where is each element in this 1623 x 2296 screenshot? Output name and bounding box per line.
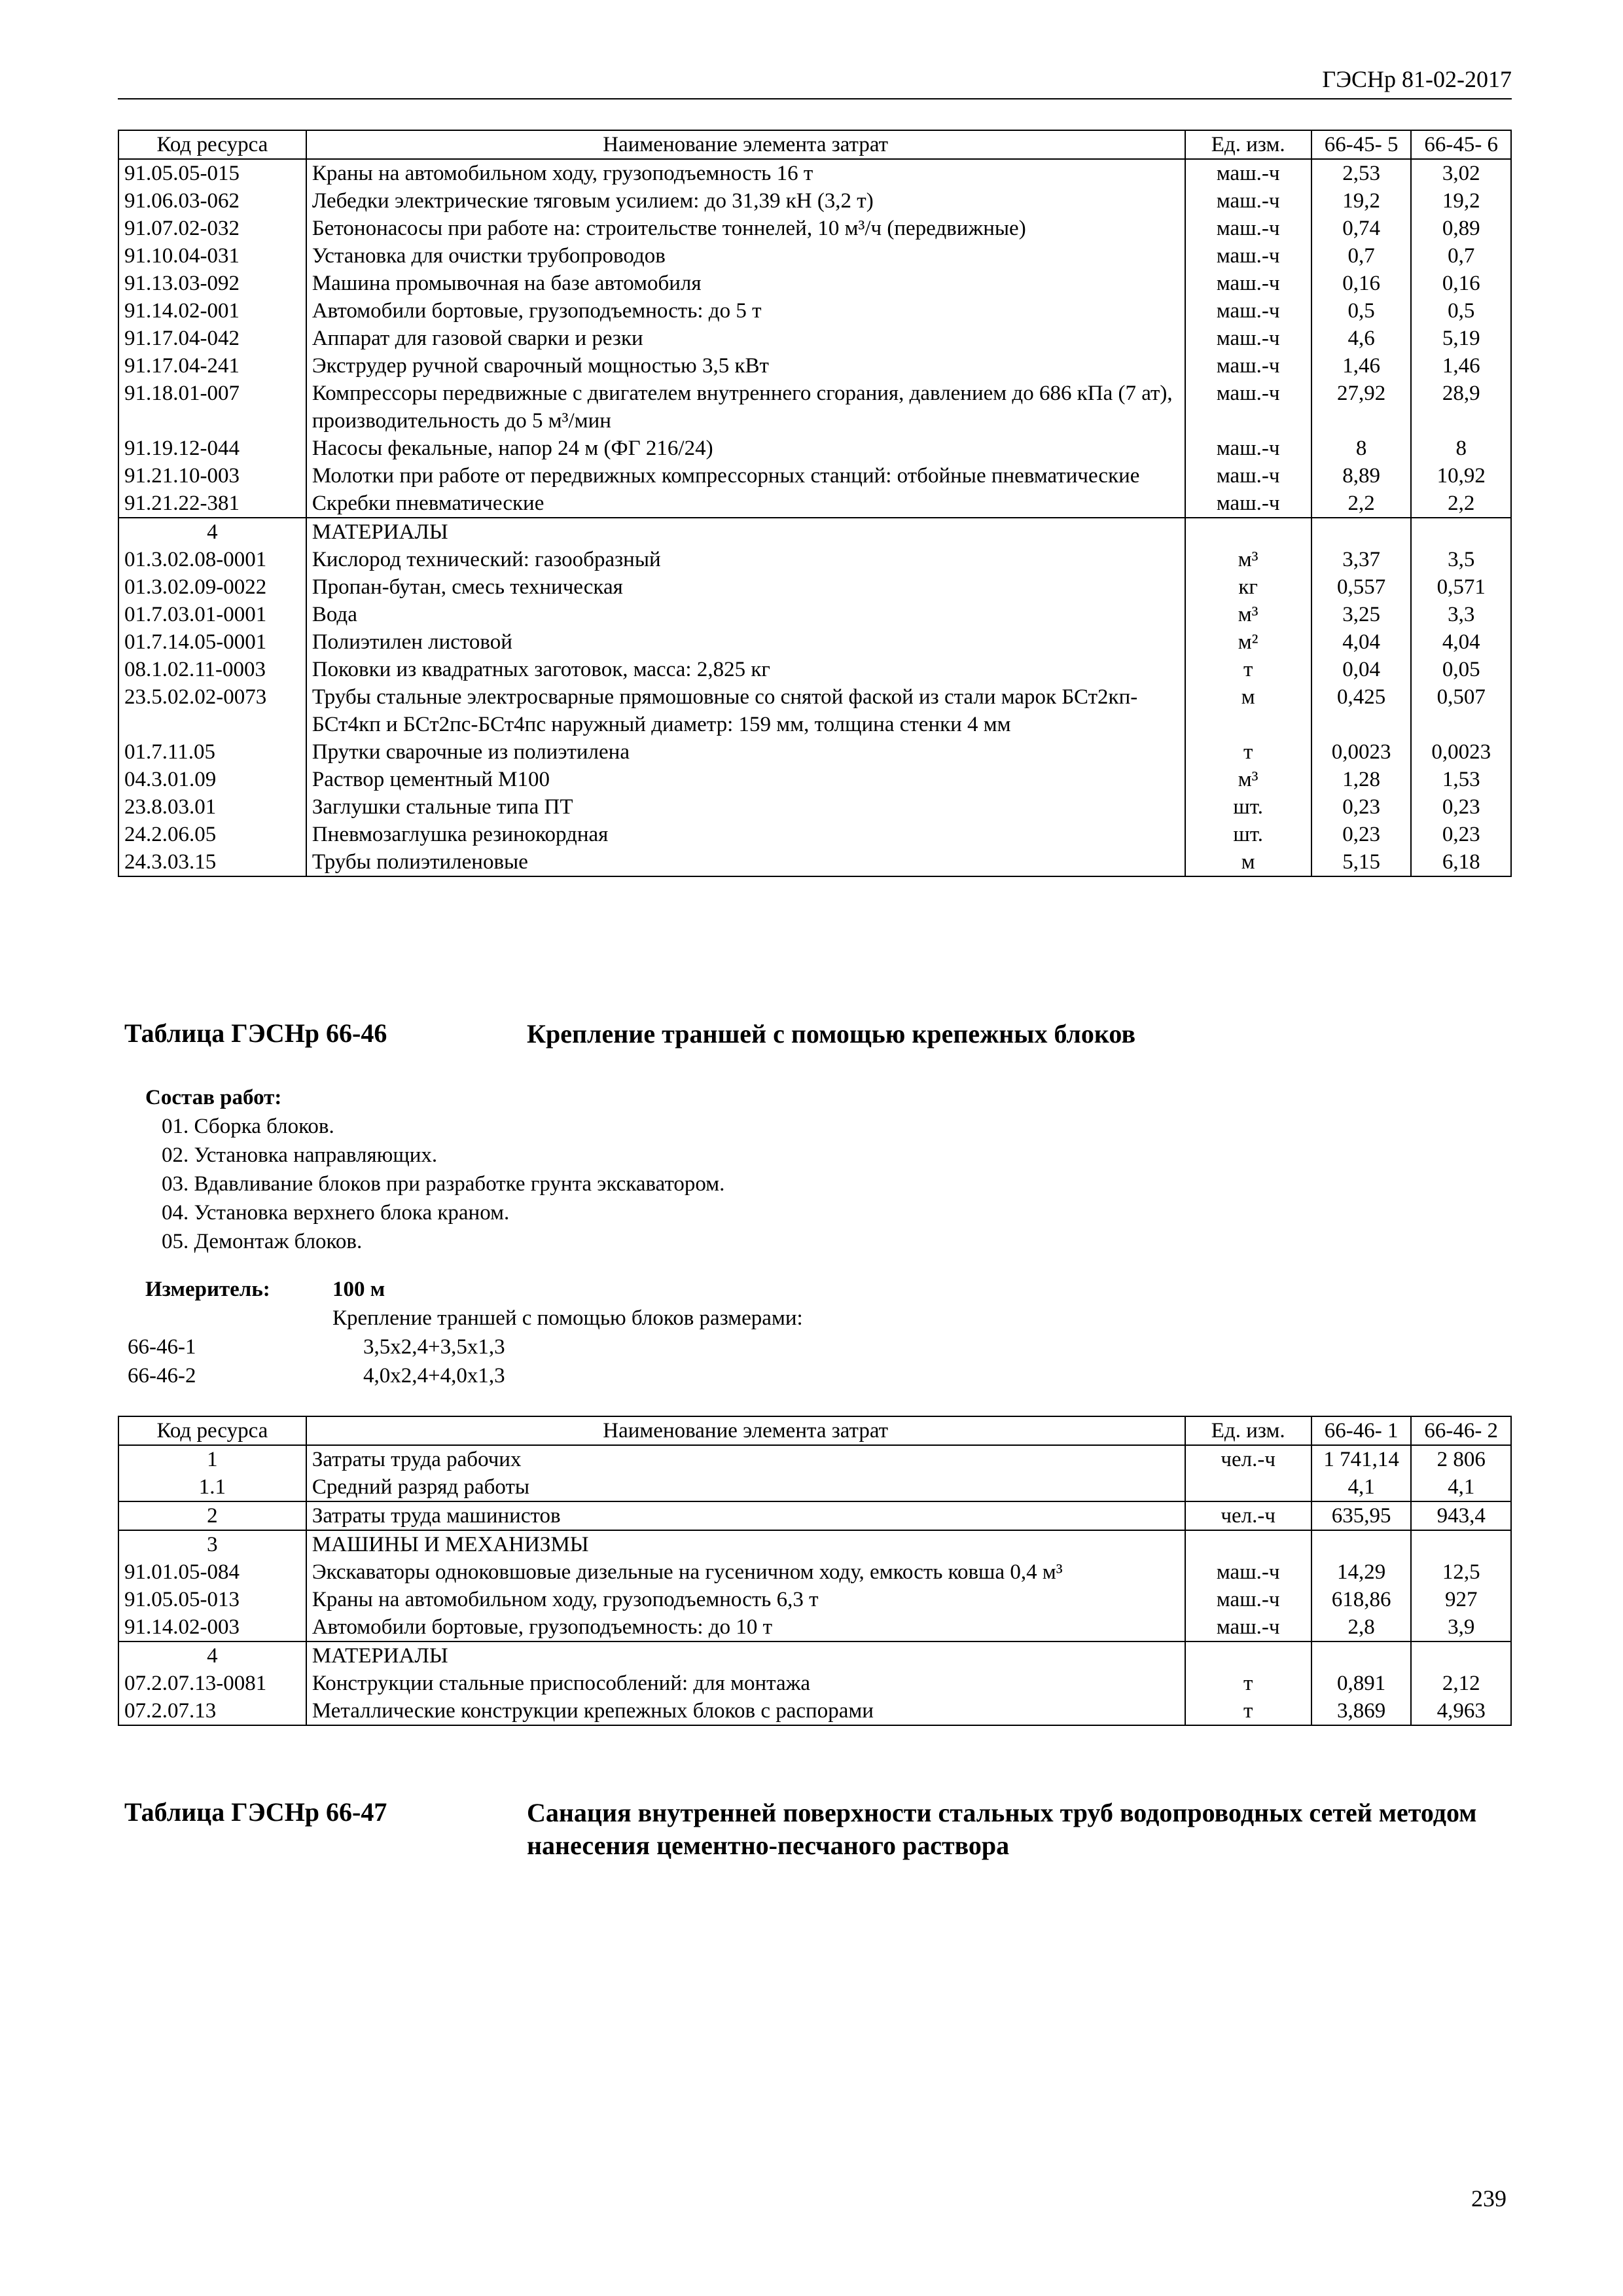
variant-code: 66-46-1 <box>128 1335 196 1359</box>
resource-value: 0,7 <box>1311 242 1412 270</box>
resource-unit: т <box>1185 656 1311 683</box>
section-title: МАШИНЫ И МЕХАНИЗМЫ <box>306 1530 1185 1558</box>
resource-name: Вода <box>306 601 1185 628</box>
resource-value: 3,869 <box>1311 1697 1412 1725</box>
operators-row <box>118 1501 1511 1530</box>
resource-code: 91.21.22-381 <box>118 490 306 518</box>
resource-value: 8 <box>1411 435 1511 462</box>
resource-value: 0,891 <box>1311 1670 1412 1697</box>
table-row <box>118 380 1511 435</box>
resource-value: 8,89 <box>1311 462 1412 490</box>
table-row <box>118 297 1511 325</box>
resource-value: 27,92 <box>1311 380 1412 435</box>
resource-name: Насосы фекальные, напор 24 м (ФГ 216/24) <box>306 435 1185 462</box>
table-row <box>118 159 1511 187</box>
table-label-66-46: Таблица ГЭСНр 66-46 <box>124 1018 387 1048</box>
column-header: 66-46- 2 <box>1411 1416 1511 1445</box>
resource-unit: маш.-ч <box>1185 270 1311 297</box>
resource-value: 3,5 <box>1411 546 1511 573</box>
column-header: Код ресурса <box>118 130 306 159</box>
resource-value: 0,7 <box>1411 242 1511 270</box>
resource-value: 8 <box>1311 435 1412 462</box>
resource-value: 3,9 <box>1411 1613 1511 1641</box>
resource-value: 0,16 <box>1411 270 1511 297</box>
resource-name: Экскаваторы одноковшовые дизельные на гусеничном ходу, емкость ковша 0,4 м³ <box>306 1558 1185 1586</box>
resource-value: 0,5 <box>1311 297 1412 325</box>
resource-unit: шт. <box>1185 821 1311 848</box>
resource-value: 0,89 <box>1411 215 1511 242</box>
resource-unit: маш.-ч <box>1185 159 1311 187</box>
resource-name: Пневмозаглушка резинокордная <box>306 821 1185 848</box>
resource-value: 4,04 <box>1411 628 1511 656</box>
resource-value: 0,23 <box>1411 821 1511 848</box>
resource-unit: маш.-ч <box>1185 325 1311 352</box>
resource-code: 24.2.06.05 <box>118 821 306 848</box>
resource-unit: т <box>1185 1670 1311 1697</box>
resource-name: Прутки сварочные из полиэтилена <box>306 738 1185 766</box>
table-row <box>118 242 1511 270</box>
resource-code: 91.01.05-084 <box>118 1558 306 1586</box>
meter-label: Измеритель: <box>145 1278 270 1301</box>
table-row <box>118 848 1511 876</box>
table-row <box>118 1586 1511 1613</box>
table-row <box>118 1558 1511 1586</box>
meter-description: Крепление траншей с помощью блоков размерами: <box>332 1306 803 1330</box>
resource-code: 91.18.01-007 <box>118 380 306 435</box>
resource-value: 0,557 <box>1311 573 1412 601</box>
resource-value: 0,16 <box>1311 270 1412 297</box>
resource-name: Кислород технический: газообразный <box>306 546 1185 573</box>
resource-code: 91.05.05-015 <box>118 159 306 187</box>
resource-value: 943,4 <box>1411 1501 1511 1530</box>
table-row <box>118 683 1511 738</box>
resource-name: Экструдер ручной сварочный мощностью 3,5 кВт <box>306 352 1185 380</box>
resource-code: 91.05.05-013 <box>118 1586 306 1613</box>
work-item: 04. Установка верхнего блока краном. <box>162 1201 510 1225</box>
work-composition <box>145 1083 724 1256</box>
resource-name: Бетононасосы при работе на: строительстве тоннелей, 10 м³/ч (передвижные) <box>306 215 1185 242</box>
resource-value: 10,92 <box>1411 462 1511 490</box>
resource-name: Автомобили бортовые, грузоподъемность: до 5 т <box>306 297 1185 325</box>
resource-name: Средний разряд работы <box>306 1473 1185 1501</box>
resource-value: 1,46 <box>1411 352 1511 380</box>
work-item: 05. Демонтаж блоков. <box>162 1230 363 1253</box>
resource-unit: маш.-ч <box>1185 242 1311 270</box>
resource-unit: м³ <box>1185 766 1311 793</box>
resource-code: 07.2.07.13 <box>118 1697 306 1725</box>
table-row <box>118 1613 1511 1641</box>
table-header-row <box>118 1416 1511 1445</box>
variant-code: 66-46-2 <box>128 1364 196 1388</box>
labor-row <box>118 1445 1511 1473</box>
resource-name: Трубы стальные электросварные прямошовные со снятой фаской из стали марок БСт2кп-БСт4кп и БСт2пс-БСт4пс наружный диаметр: 159 мм, толщина стенки 4 мм <box>306 683 1185 738</box>
resource-code: 08.1.02.11-0003 <box>118 656 306 683</box>
resource-value: 6,18 <box>1411 848 1511 876</box>
resource-name: Молотки при работе от передвижных компрессорных станций: отбойные пневматические <box>306 462 1185 490</box>
resource-value: 12,5 <box>1411 1558 1511 1586</box>
resource-code: 01.7.03.01-0001 <box>118 601 306 628</box>
resource-unit: маш.-ч <box>1185 1613 1311 1641</box>
table-row <box>118 462 1511 490</box>
column-header: Ед. изм. <box>1185 130 1311 159</box>
page-number: 239 <box>1471 2185 1507 2212</box>
resource-value: 4,963 <box>1411 1697 1511 1725</box>
resource-unit: маш.-ч <box>1185 380 1311 435</box>
resource-name: Затраты труда машинистов <box>306 1501 1185 1530</box>
table-row <box>118 187 1511 215</box>
resource-name: Поковки из квадратных заготовок, масса: 2,825 кг <box>306 656 1185 683</box>
resource-value: 5,19 <box>1411 325 1511 352</box>
resource-code: 91.17.04-241 <box>118 352 306 380</box>
table-row <box>118 435 1511 462</box>
table-row <box>118 738 1511 766</box>
resource-code: 23.5.02.02-0073 <box>118 683 306 738</box>
resource-code: 91.19.12-044 <box>118 435 306 462</box>
resource-code: 91.21.10-003 <box>118 462 306 490</box>
table-row <box>118 325 1511 352</box>
resource-name: Лебедки электрические тяговым усилием: до 31,39 кН (3,2 т) <box>306 187 1185 215</box>
resource-table-66-45 <box>118 130 1512 877</box>
resource-value: 2,12 <box>1411 1670 1511 1697</box>
resource-value: 2,2 <box>1411 490 1511 518</box>
resource-unit: маш.-ч <box>1185 215 1311 242</box>
table-row <box>118 821 1511 848</box>
resource-name: Скребки пневматические <box>306 490 1185 518</box>
resource-code: 01.7.11.05 <box>118 738 306 766</box>
resource-name: Затраты труда рабочих <box>306 1445 1185 1473</box>
table-row <box>118 656 1511 683</box>
resource-value: 2,2 <box>1311 490 1412 518</box>
resource-value: 4,6 <box>1311 325 1412 352</box>
resource-name: Конструкции стальные приспособлений: для монтажа <box>306 1670 1185 1697</box>
work-item: 03. Вдавливание блоков при разработке грунта экскаватором. <box>162 1172 725 1196</box>
resource-value: 19,2 <box>1411 187 1511 215</box>
table-name-66-47: Санация внутренней поверхности стальных труб водопроводных сетей методом нанесения цементно-песчаного раствора <box>527 1798 1477 1860</box>
section-code: 1.1 <box>118 1473 306 1501</box>
resource-code: 91.17.04-042 <box>118 325 306 352</box>
grade-row <box>118 1473 1511 1501</box>
meter-value: 100 м <box>332 1278 385 1301</box>
resource-value: 0,0023 <box>1411 738 1511 766</box>
document-code: ГЭСНр 81-02-2017 <box>1322 66 1512 92</box>
resource-value: 0,05 <box>1411 656 1511 683</box>
resource-unit: маш.-ч <box>1185 435 1311 462</box>
resource-unit: маш.-ч <box>1185 1586 1311 1613</box>
resource-code: 01.3.02.09-0022 <box>118 573 306 601</box>
resource-value: 1,53 <box>1411 766 1511 793</box>
resource-value: 3,37 <box>1311 546 1412 573</box>
resource-value: 3,25 <box>1311 601 1412 628</box>
resource-value: 4,1 <box>1311 1473 1412 1501</box>
resource-name: Трубы полиэтиленовые <box>306 848 1185 876</box>
resource-name: Полиэтилен листовой <box>306 628 1185 656</box>
resource-value: 3,02 <box>1411 159 1511 187</box>
resource-code: 24.3.03.15 <box>118 848 306 876</box>
section-code: 2 <box>118 1501 306 1530</box>
resource-unit: маш.-ч <box>1185 352 1311 380</box>
resource-name: Заглушки стальные типа ПТ <box>306 793 1185 821</box>
resource-value: 19,2 <box>1311 187 1412 215</box>
section-row-machines <box>118 1530 1511 1558</box>
resource-value: 2 806 <box>1411 1445 1511 1473</box>
table-row <box>118 270 1511 297</box>
resource-unit: чел.-ч <box>1185 1501 1311 1530</box>
table-name-66-46: Крепление траншей с помощью крепежных блоков <box>527 1019 1136 1049</box>
resource-code: 91.13.03-092 <box>118 270 306 297</box>
resource-name: Установка для очистки трубопроводов <box>306 242 1185 270</box>
column-header: Код ресурса <box>118 1416 306 1445</box>
resource-unit: м <box>1185 683 1311 738</box>
resource-name: Компрессоры передвижные с двигателем внутреннего сгорания, давлением до 686 кПа (7 ат), производительность до 5 м³/мин <box>306 380 1185 435</box>
table-label-66-47: Таблица ГЭСНр 66-47 <box>124 1797 387 1827</box>
table-row <box>118 352 1511 380</box>
section-title: МАТЕРИАЛЫ <box>306 518 1185 546</box>
resource-value: 618,86 <box>1311 1586 1412 1613</box>
resource-code: 91.06.03-062 <box>118 187 306 215</box>
resource-name: Краны на автомобильном ходу, грузоподъемность 6,3 т <box>306 1586 1185 1613</box>
table-row <box>118 1697 1511 1725</box>
resource-code: 01.3.02.08-0001 <box>118 546 306 573</box>
resource-value: 635,95 <box>1311 1501 1412 1530</box>
resource-value: 0,0023 <box>1311 738 1412 766</box>
table-row <box>118 546 1511 573</box>
resource-unit: м³ <box>1185 546 1311 573</box>
column-header: 66-46- 1 <box>1311 1416 1412 1445</box>
resource-unit: маш.-ч <box>1185 187 1311 215</box>
section-code: 4 <box>118 1641 306 1670</box>
resource-value: 5,15 <box>1311 848 1412 876</box>
resource-unit: м³ <box>1185 601 1311 628</box>
resource-code: 07.2.07.13-0081 <box>118 1670 306 1697</box>
resource-value: 0,5 <box>1411 297 1511 325</box>
resource-value: 927 <box>1411 1586 1511 1613</box>
resource-value: 0,74 <box>1311 215 1412 242</box>
resource-unit: т <box>1185 738 1311 766</box>
resource-name: Металлические конструкции крепежных блоков с распорами <box>306 1697 1185 1725</box>
resource-name: Пропан-бутан, смесь техническая <box>306 573 1185 601</box>
resource-value: 28,9 <box>1411 380 1511 435</box>
resource-name: Машина промывочная на базе автомобиля <box>306 270 1185 297</box>
resource-value: 3,3 <box>1411 601 1511 628</box>
resource-value: 2,8 <box>1311 1613 1412 1641</box>
table-row <box>118 793 1511 821</box>
column-header: 66-45- 6 <box>1411 130 1511 159</box>
resource-unit: шт. <box>1185 793 1311 821</box>
table-row <box>118 490 1511 518</box>
table-row <box>118 766 1511 793</box>
resource-unit: т <box>1185 1697 1311 1725</box>
resource-value: 2,53 <box>1311 159 1412 187</box>
table-row <box>118 215 1511 242</box>
works-title: Состав работ: <box>145 1086 282 1109</box>
resource-unit: м <box>1185 848 1311 876</box>
resource-value: 0,571 <box>1411 573 1511 601</box>
resource-unit: маш.-ч <box>1185 462 1311 490</box>
work-item: 01. Сборка блоков. <box>162 1115 334 1138</box>
variant-size: 3,5x2,4+3,5x1,3 <box>363 1335 505 1359</box>
resource-value: 4,1 <box>1411 1473 1511 1501</box>
column-header: Наименование элемента затрат <box>306 130 1185 159</box>
resource-value: 0,507 <box>1411 683 1511 738</box>
table-row <box>118 1670 1511 1697</box>
table-row <box>118 573 1511 601</box>
section-code: 3 <box>118 1530 306 1558</box>
section-row-materials <box>118 518 1511 546</box>
resource-value: 4,04 <box>1311 628 1412 656</box>
resource-name: Краны на автомобильном ходу, грузоподъемность 16 т <box>306 159 1185 187</box>
resource-unit: кг <box>1185 573 1311 601</box>
resource-value: 1 741,14 <box>1311 1445 1412 1473</box>
section-row-materials <box>118 1641 1511 1670</box>
resource-code: 04.3.01.09 <box>118 766 306 793</box>
resource-name: Автомобили бортовые, грузоподъемность: до 10 т <box>306 1613 1185 1641</box>
work-item: 02. Установка направляющих. <box>162 1143 438 1167</box>
resource-value: 1,46 <box>1311 352 1412 380</box>
resource-value: 0,23 <box>1311 793 1412 821</box>
resource-name: Аппарат для газовой сварки и резки <box>306 325 1185 352</box>
header-rule <box>118 98 1512 99</box>
column-header: Ед. изм. <box>1185 1416 1311 1445</box>
section-code: 4 <box>118 518 306 546</box>
section-code: 1 <box>118 1445 306 1473</box>
variant-size: 4,0x2,4+4,0x1,3 <box>363 1364 505 1388</box>
resource-unit: чел.-ч <box>1185 1445 1311 1473</box>
resource-name: Раствор цементный М100 <box>306 766 1185 793</box>
resource-unit: м² <box>1185 628 1311 656</box>
resource-value: 14,29 <box>1311 1558 1412 1586</box>
resource-value: 0,04 <box>1311 656 1412 683</box>
resource-code: 23.8.03.01 <box>118 793 306 821</box>
column-header: Наименование элемента затрат <box>306 1416 1185 1445</box>
resource-code: 91.14.02-003 <box>118 1613 306 1641</box>
resource-unit: маш.-ч <box>1185 1558 1311 1586</box>
resource-code: 91.07.02-032 <box>118 215 306 242</box>
resource-unit: маш.-ч <box>1185 297 1311 325</box>
resource-code: 91.14.02-001 <box>118 297 306 325</box>
table-row <box>118 601 1511 628</box>
column-header: 66-45- 5 <box>1311 130 1412 159</box>
resource-code: 01.7.14.05-0001 <box>118 628 306 656</box>
resource-unit: маш.-ч <box>1185 490 1311 518</box>
resource-code: 91.10.04-031 <box>118 242 306 270</box>
section-title: МАТЕРИАЛЫ <box>306 1641 1185 1670</box>
resource-unit <box>1185 1473 1311 1501</box>
resource-table-66-46 <box>118 1416 1512 1726</box>
resource-value: 0,23 <box>1411 793 1511 821</box>
resource-value: 1,28 <box>1311 766 1412 793</box>
resource-value: 0,23 <box>1311 821 1412 848</box>
table-header-row <box>118 130 1511 159</box>
resource-value: 0,425 <box>1311 683 1412 738</box>
table-row <box>118 628 1511 656</box>
